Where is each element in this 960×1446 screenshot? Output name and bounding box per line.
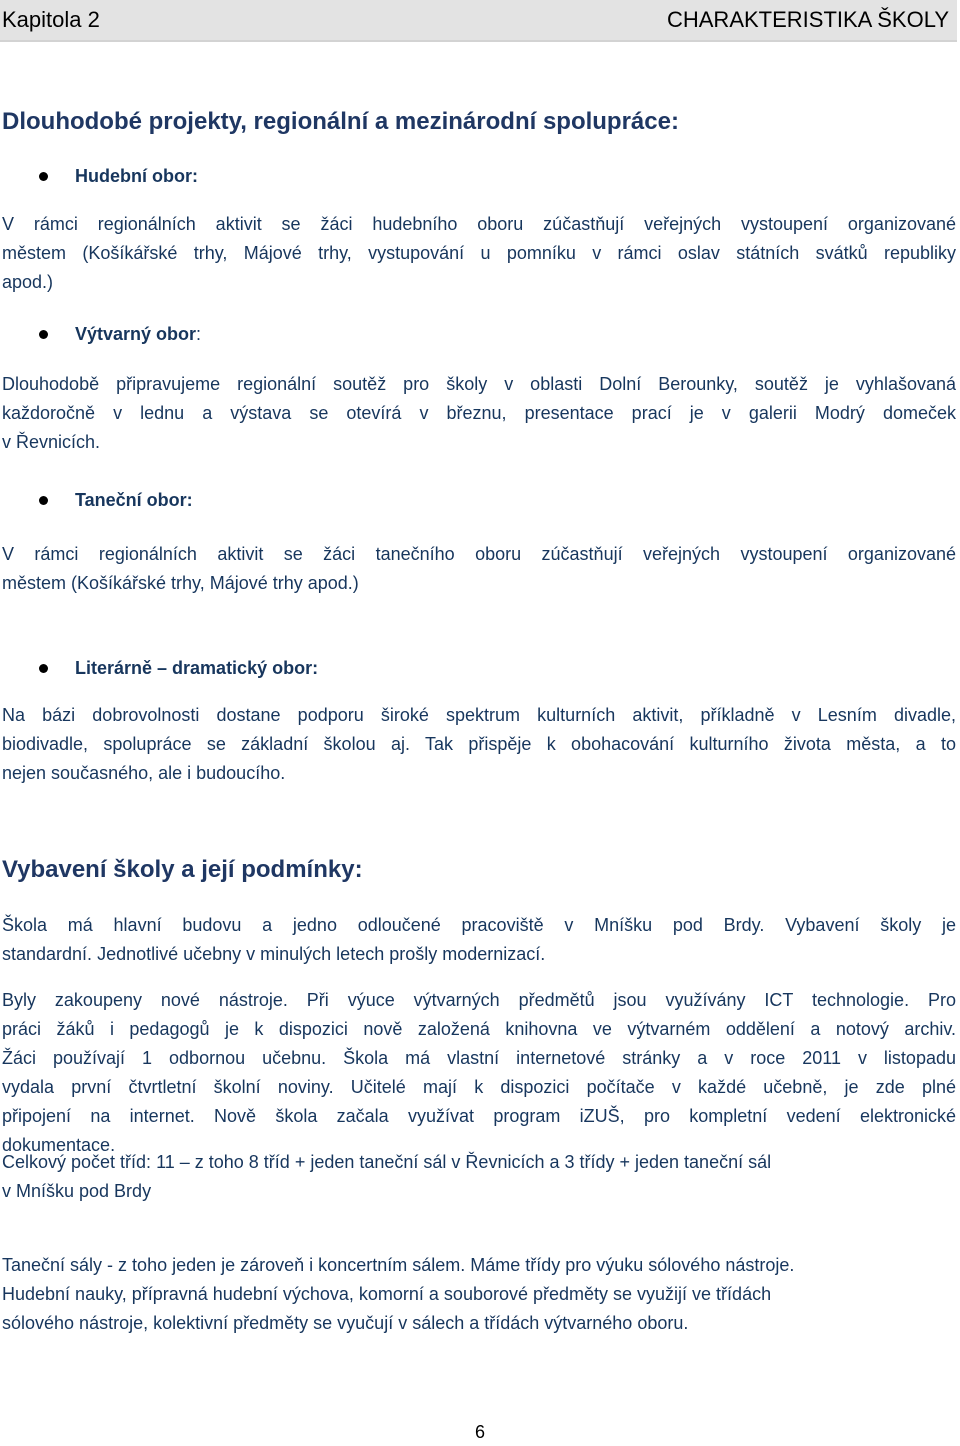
text-line: Na bázi dobrovolnosti dostane podporu široké spektrum kulturních aktivit, příkladně v Lesním divadle, <box>2 705 956 725</box>
text-line: Hudební nauky, přípravná hudební výchova, komorní a souborové předměty se využijí ve třídách <box>2 1284 772 1304</box>
bullet-icon <box>39 664 48 673</box>
section-heading-projects: Dlouhodobé projekty, regionální a mezinárodní spolupráce: <box>2 108 679 135</box>
page-header <box>0 0 957 42</box>
bullet-label: Hudební obor: <box>75 165 198 186</box>
bullet-icon <box>39 172 48 181</box>
text-line: Byly zakoupeny nové nástroje. Při výuce výtvarných předmětů jsou využívány ICT technologie. Pro <box>2 990 956 1010</box>
text-line: V rámci regionálních aktivit se žáci hudebního oboru zúčastňují veřejných vystoupení organizované <box>2 214 956 234</box>
bullet-item-vytvarny <box>0 322 900 346</box>
paragraph-equipment-1 <box>2 911 956 969</box>
text-line: biodivadle, spolupráce se základní školou aj. Tak přispěje k obohacování kulturního života města, a to <box>2 734 956 754</box>
paragraph-tanecni <box>2 540 956 598</box>
bullet-icon <box>39 330 48 339</box>
bullet-item-tanecni <box>0 488 900 512</box>
text-line: dokumentace. <box>2 1135 116 1155</box>
page-number: 6 <box>474 1422 485 1442</box>
paragraph-literarne <box>2 701 956 788</box>
text-line: připojení na internet. Nově škola začala využívat program iZUŠ, pro kompletní vedení elektronické <box>2 1106 956 1126</box>
section-heading-equipment: Vybavení školy a její podmínky: <box>2 856 363 883</box>
paragraph-hudebni <box>2 210 956 297</box>
chapter-label: Kapitola 2 <box>2 7 100 32</box>
text-line: městem (Košíkářské trhy, Májové trhy apod.) <box>2 573 359 593</box>
paragraph-equipment-2 <box>2 986 956 1160</box>
text-line: v Mníšku pod Brdy <box>2 1181 152 1201</box>
text-line: standardní. Jednotlivé učebny v minulých letech prošly modernizací. <box>2 944 546 964</box>
bullet-label: Literárně – dramatický obor: <box>75 657 319 678</box>
bullet-icon <box>39 496 48 505</box>
chapter-title: CHARAKTERISTIKA ŠKOLY <box>666 7 949 32</box>
bullet-item-hudebni <box>0 164 900 188</box>
bullet-label: Výtvarný obor: <box>75 323 202 344</box>
text-line: sólového nástroje, kolektivní předměty se vyučují v sálech a třídách výtvarného oboru. <box>2 1313 689 1333</box>
paragraph-vytvarny <box>2 370 956 457</box>
paragraph-halls <box>2 1251 956 1338</box>
text-line: Taneční sály - z toho jeden je zároveň i koncertním sálem. Máme třídy pro výuku sólového nástroje. <box>2 1255 795 1275</box>
text-line: v Řevnicích. <box>2 432 101 452</box>
text-line: V rámci regionálních aktivit se žáci tanečního oboru zúčastňují veřejných vystoupení organizované <box>2 544 956 564</box>
text-line: Dlouhodobě připravujeme regionální soutěž pro školy v oblasti Dolní Berounky, soutěž je vyhlašovaná <box>2 374 956 394</box>
text-line: vydala první čtvrtletní školní noviny. Učitelé mají k dispozici počítače v každé učebně, je zde plné <box>2 1077 956 1097</box>
text-line: Žáci používají 1 odbornou učebnu. Škola má vlastní internetové stránky a v roce 2011 v listopadu <box>2 1048 956 1068</box>
bullet-item-literarne <box>0 656 900 680</box>
text-line: Celkový počet tříd: 11 – z toho 8 tříd + jeden taneční sál v Řevnicích a 3 třídy + jeden taneční sál <box>2 1152 772 1172</box>
bullet-label: Taneční obor: <box>75 489 193 510</box>
text-line: nejen současného, ale i budoucího. <box>2 763 286 783</box>
text-line: apod.) <box>2 272 54 292</box>
text-line: Škola má hlavní budovu a jedno odloučené pracoviště v Mníšku pod Brdy. Vybavení školy je <box>2 915 956 935</box>
text-line: městem (Košíkářské trhy, Májové trhy, vystupování u pomníku v rámci oslav státních svátků republiky <box>2 243 956 263</box>
text-line: každoročně v lednu a výstava se otevírá v březnu, presentace prací je v galerii Modrý domeček <box>2 403 956 423</box>
text-line: práci žáků i pedagogů je k dispozici nově založená knihovna ve výtvarném oddělení a notový archiv. <box>2 1019 956 1039</box>
paragraph-classes <box>2 1148 956 1206</box>
